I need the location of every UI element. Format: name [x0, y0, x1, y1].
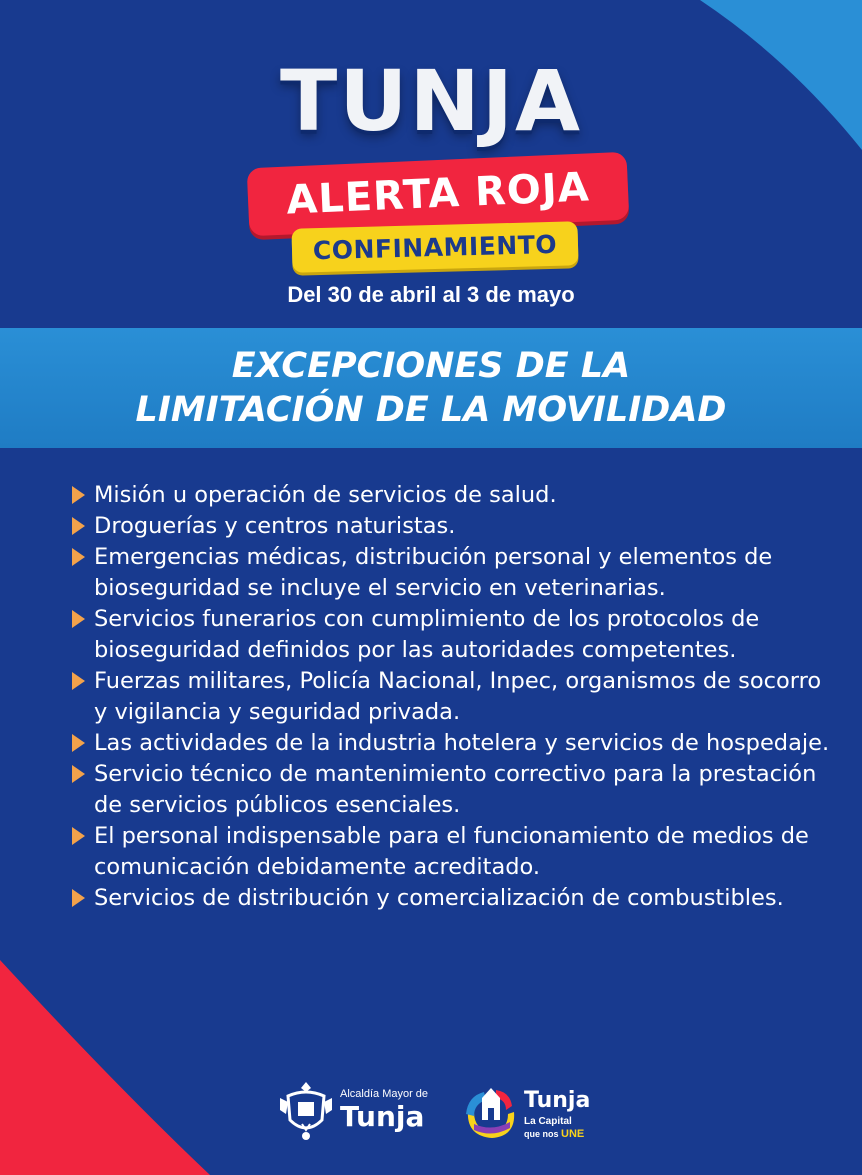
- city-brand-icon: [462, 1080, 520, 1142]
- arrow-bullet-icon: [72, 486, 85, 504]
- brand-tagline-2: [524, 1128, 584, 1140]
- list-item-text: Servicios de distribución y comercialización de combustibles.: [94, 885, 784, 911]
- alcaldia-name: Tunja: [340, 1100, 425, 1133]
- exceptions-list: [70, 480, 830, 914]
- arrow-bullet-icon: [72, 765, 85, 783]
- alcaldia-logo: [278, 1080, 438, 1142]
- confinement-label: CONFINAMIENTO: [312, 229, 558, 265]
- confinement-banner: [291, 221, 578, 272]
- list-item: [70, 480, 830, 511]
- list-item-text: El personal indispensable para el funcionamiento de medios de comunicación debidamente acreditado.: [94, 823, 809, 880]
- section-heading-line2: LIMITACIÓN DE LA MOVILIDAD: [135, 390, 727, 430]
- brand-tagline-highlight: UNE: [561, 1128, 585, 1140]
- arrow-bullet-icon: [72, 734, 85, 752]
- list-item: [70, 542, 830, 604]
- list-item: [70, 821, 830, 883]
- list-item-text: Las actividades de la industria hotelera y servicios de hospedaje.: [94, 730, 830, 756]
- arrow-bullet-icon: [72, 517, 85, 535]
- list-item: [70, 883, 830, 914]
- list-item: [70, 604, 830, 666]
- list-item-text: Droguerías y centros naturistas.: [94, 513, 456, 539]
- list-item-text: Fuerzas militares, Policía Nacional, Inpec, organismos de socorro y vigilancia y seguridad privada.: [94, 668, 822, 725]
- list-item: [70, 759, 830, 821]
- list-item: [70, 511, 830, 542]
- list-item: [70, 666, 830, 728]
- brand-tagline-1: La Capital: [524, 1116, 572, 1127]
- arrow-bullet-icon: [72, 672, 85, 690]
- alcaldia-caption: Alcaldía Mayor de: [340, 1088, 429, 1100]
- arrow-bullet-icon: [72, 548, 85, 566]
- brand-tagline-prefix: que nos: [524, 1129, 559, 1139]
- date-range: Del 30 de abril al 3 de mayo: [287, 282, 575, 307]
- tunja-brand-logo: [462, 1080, 602, 1146]
- coat-of-arms-icon: [278, 1080, 334, 1142]
- list-item-text: Servicio técnico de mantenimiento correctivo para la prestación de servicios públicos esenciales.: [94, 761, 817, 818]
- alert-label: ALERTA ROJA: [285, 164, 591, 224]
- list-item-text: Servicios funerarios con cumplimiento de los protocolos de bioseguridad definidos por las autoridades competentes.: [94, 606, 760, 663]
- arrow-bullet-icon: [72, 889, 85, 907]
- arrow-bullet-icon: [72, 827, 85, 845]
- list-item: [70, 728, 830, 759]
- list-item-text: Emergencias médicas, distribución personal y elementos de bioseguridad se incluye el servicio en veterinarias.: [94, 544, 773, 601]
- section-heading-line1: EXCEPCIONES DE LA: [231, 346, 631, 386]
- brand-name: Tunja: [524, 1088, 591, 1113]
- arrow-bullet-icon: [72, 610, 85, 628]
- section-heading: [0, 328, 862, 448]
- list-item-text: Misión u operación de servicios de salud.: [94, 482, 557, 508]
- city-title: TUNJA: [279, 52, 583, 150]
